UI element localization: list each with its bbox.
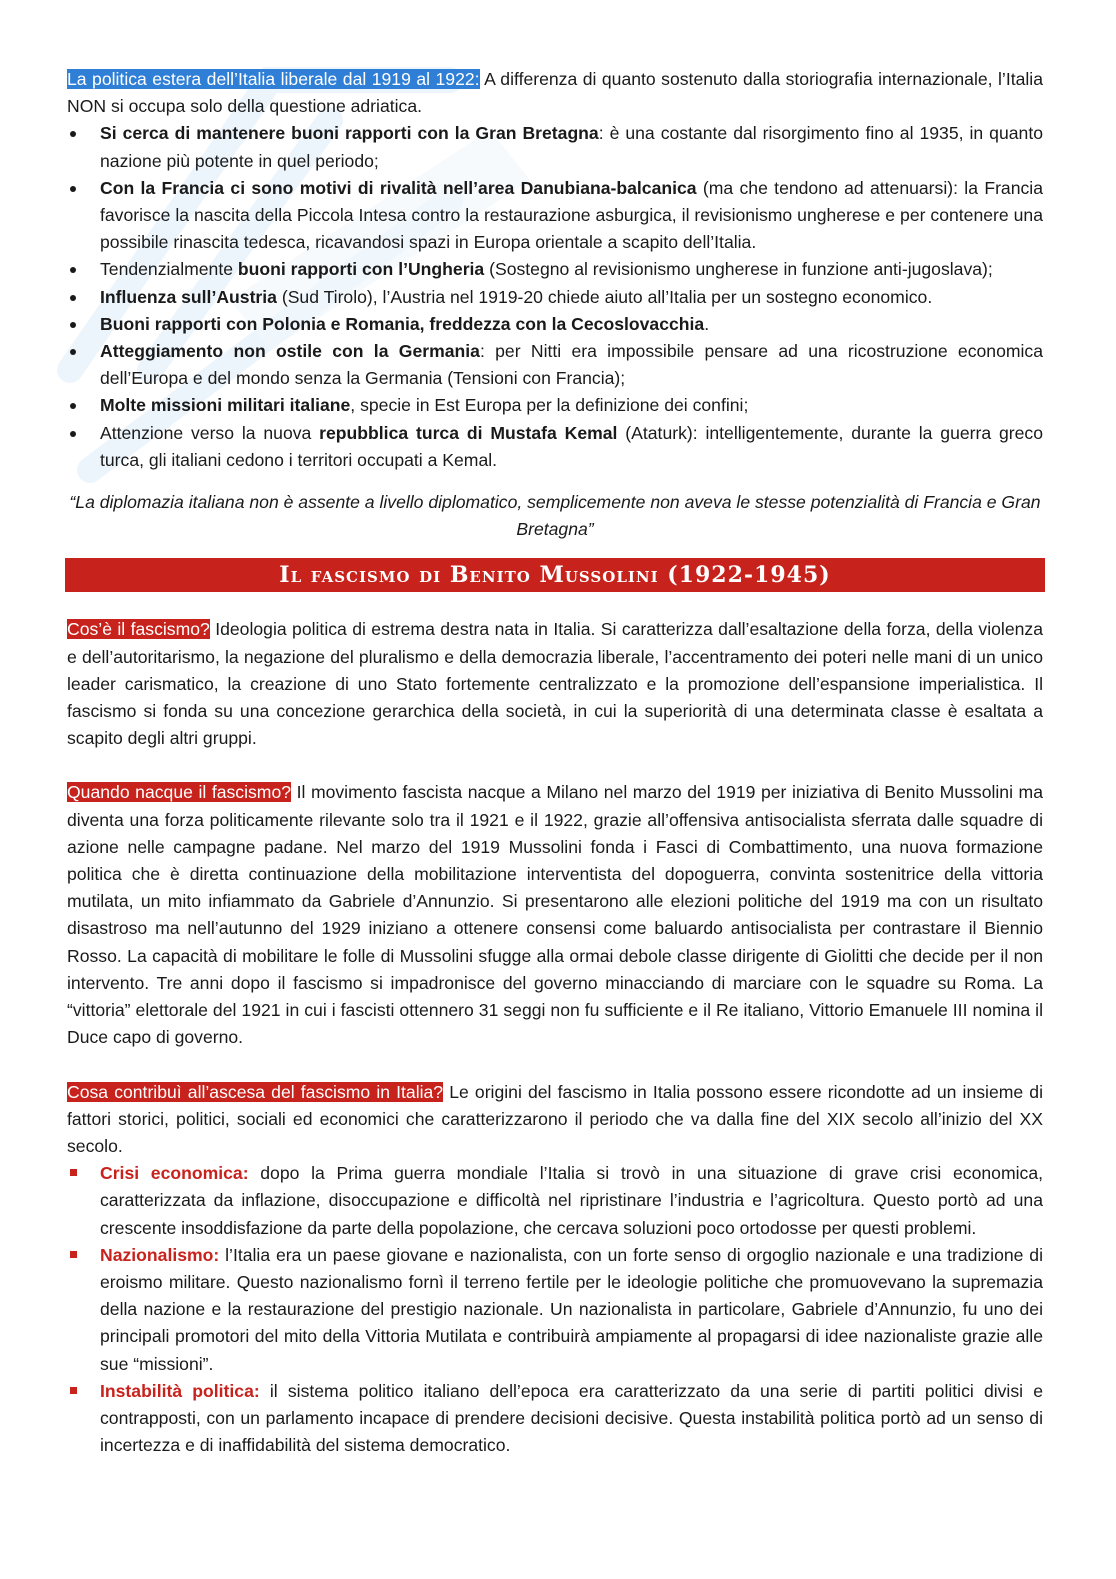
answer-text: Ideologia politica di estrema destra nata in Italia. Si caratterizza dall’esaltazione della forza, della violenza e dell’autoritarismo, la negazione del pluralismo e della democrazia liberale, l’accentramento dei poteri nelle mani di un unico leader carismatico, la creazione di uno Stato fortemente centralizzato e la promozione dell’espansione imperialistica. Il fascismo si fonda su una concezione gerarchica della società, in cui la superiorità di una determinata classe è esaltata a scapito degli altri gruppi. xyxy=(67,619,1043,749)
document-page xyxy=(67,66,1043,1459)
section-intro-text: A differenza di quanto sostenuto dalla storiografia internazionale, l’Italia NON si occupa solo della questione adriatica. xyxy=(67,69,1043,117)
list-item: Si cerca di mantenere buoni rapporti con la Gran Bretagna: è una costante dal risorgimento fino al 1935, in quanto nazione più potente in quel periodo; xyxy=(67,120,1043,174)
list-item: Atteggiamento non ostile con la Germania: per Nitti era impossibile pensare ad una ricostruzione economica dell’Europa e del mondo senza la Germania (Tensioni con Francia); xyxy=(67,338,1043,392)
rise-factors-list xyxy=(67,1160,1043,1459)
list-item: Buoni rapporti con Polonia e Romania, freddezza con la Cecoslovacchia. xyxy=(67,311,1043,338)
list-item: Attenzione verso la nuova repubblica turca di Mustafa Kemal (Ataturk): intelligentemente, durante la guerra greco turca, gli italiani cedono i territori occupati a Kemal. xyxy=(67,420,1043,474)
list-item: Instabilità politica: il sistema politico italiano dell’epoca era caratterizzato da una serie di partiti politici divisi e contrapposti, con un parlamento incapace di prendere decisioni decisive. Questa instabilità politica portò ad un senso di incertezza e di inaffidabilità del sistema democratico. xyxy=(67,1378,1043,1460)
foreign-policy-list xyxy=(67,120,1043,474)
qa-paragraph-what-is-fascism xyxy=(67,616,1043,752)
question-highlight: Quando nacque il fascismo? xyxy=(67,782,292,803)
question-highlight: Cos’è il fascismo? xyxy=(67,619,210,640)
list-item: Molte missioni militari italiane, specie in Est Europa per la definizione dei confini; xyxy=(67,392,1043,419)
answer-text: Le origini del fascismo in Italia possono essere ricondotte ad un insieme di fattori storici, politici, sociali ed economici che caratterizzarono il periodo che va dalla fine del XIX secolo all’inizio del XX secolo. xyxy=(67,1081,1044,1156)
qa-paragraph-when-born xyxy=(67,779,1043,1051)
list-item: Nazionalismo: l’Italia era un paese giovane e nazionalista, con un forte senso di orgoglio nazionale e una tradizione di eroismo militare. Questo nazionalismo fornì il terreno fertile per le ideologie politiche che promuovevano la supremazia della nazione e la restaurazione del prestigio nazionale. Un nazionalista in particolare, Gabriele d’Annunzio, fu uno dei principali promotori del mito della Vittoria Mutilata e contribuirà ampiamente al propagarsi di idee nazionaliste grazie alle sue “missioni”. xyxy=(67,1242,1043,1378)
list-item: Influenza sull’Austria (Sud Tirolo), l’Austria nel 1919-20 chiede aiuto all’Italia per un sostegno economico. xyxy=(67,284,1043,311)
answer-text: Il movimento fascista nacque a Milano nel marzo del 1919 per iniziativa di Benito Mussolini ma diventa una forza politicamente rilevante solo tra il 1921 e il 1922, grazie all’offensiva antisocialista sferrata dalle squadre di azione nelle campagne padane. Nel marzo del 1919 Mussolini fonda i Fasci di Combattimento, una nuova formazione politica che è diretta continuazione della mobilitazione interventista del dopoguerra, convinta sostenitrice della vittoria mutilata, un mito infiammato da Gabriele d’Annunzio. Si presentarono alle elezioni politiche del 1919 ma con un risultato disastroso ma nell’autunno del 1929 iniziano a ottenere consensi come baluardo antisocialista per contrastare il Biennio Rosso. La capacità di mobilitare le folle di Mussolini sfugge alla ormai debole classe dirigente di Giolitti che decide per il non intervento. Tre anni dopo il fascismo si impadronisce del governo minacciando di marciare con le squadre su Roma. La “vittoria” elettorale del 1921 in cui i fascisti ottennero 31 seggi non fu sufficiente e il Re italiano, Vittorio Emanuele III nomina il Duce capo di governo. xyxy=(67,782,1043,1048)
list-item: Con la Francia ci sono motivi di rivalità nell’area Danubiana-balcanica (ma che tendono ad attenuarsi): la Francia favorisce la nascita della Piccola Intesa contro la restaurazione asburgica, il revisionismo ungherese e per contenere una possibile rinascita tedesca, ricavandosi spazi in Europa orientale a scapito dell’Italia. xyxy=(67,175,1043,257)
diplomacy-quote: “La diplomazia italiana non è assente a livello diplomatico, semplicemente non aveva le stesse potenzialità di Francia e Gran Bretagna” xyxy=(69,492,1041,540)
section-heading-highlight: La politica estera dell’Italia liberale dal 1919 al 1922: xyxy=(67,69,480,89)
qa-paragraph-rise-factors xyxy=(67,1079,1043,1161)
list-item: Crisi economica: dopo la Prima guerra mondiale l’Italia si trovò in una situazione di grave crisi economica, caratterizzata da inflazione, disoccupazione e difficoltà nel ripristinare l’industria e l’agricoltura. Questo portò ad una crescente insoddisfazione da parte della popolazione, che cercava soluzioni poco ortodosse per questi problemi. xyxy=(67,1160,1043,1242)
list-item: Tendenzialmente buoni rapporti con l’Ungheria (Sostegno al revisionismo ungherese in funzione anti-jugoslava); xyxy=(67,256,1043,283)
question-highlight: Cosa contribuì all’ascesa del fascismo in Italia? xyxy=(67,1081,444,1102)
section-intro-paragraph xyxy=(67,66,1043,120)
chapter-title-banner: Il fascismo di Benito Mussolini (1922-1945) xyxy=(65,558,1045,592)
